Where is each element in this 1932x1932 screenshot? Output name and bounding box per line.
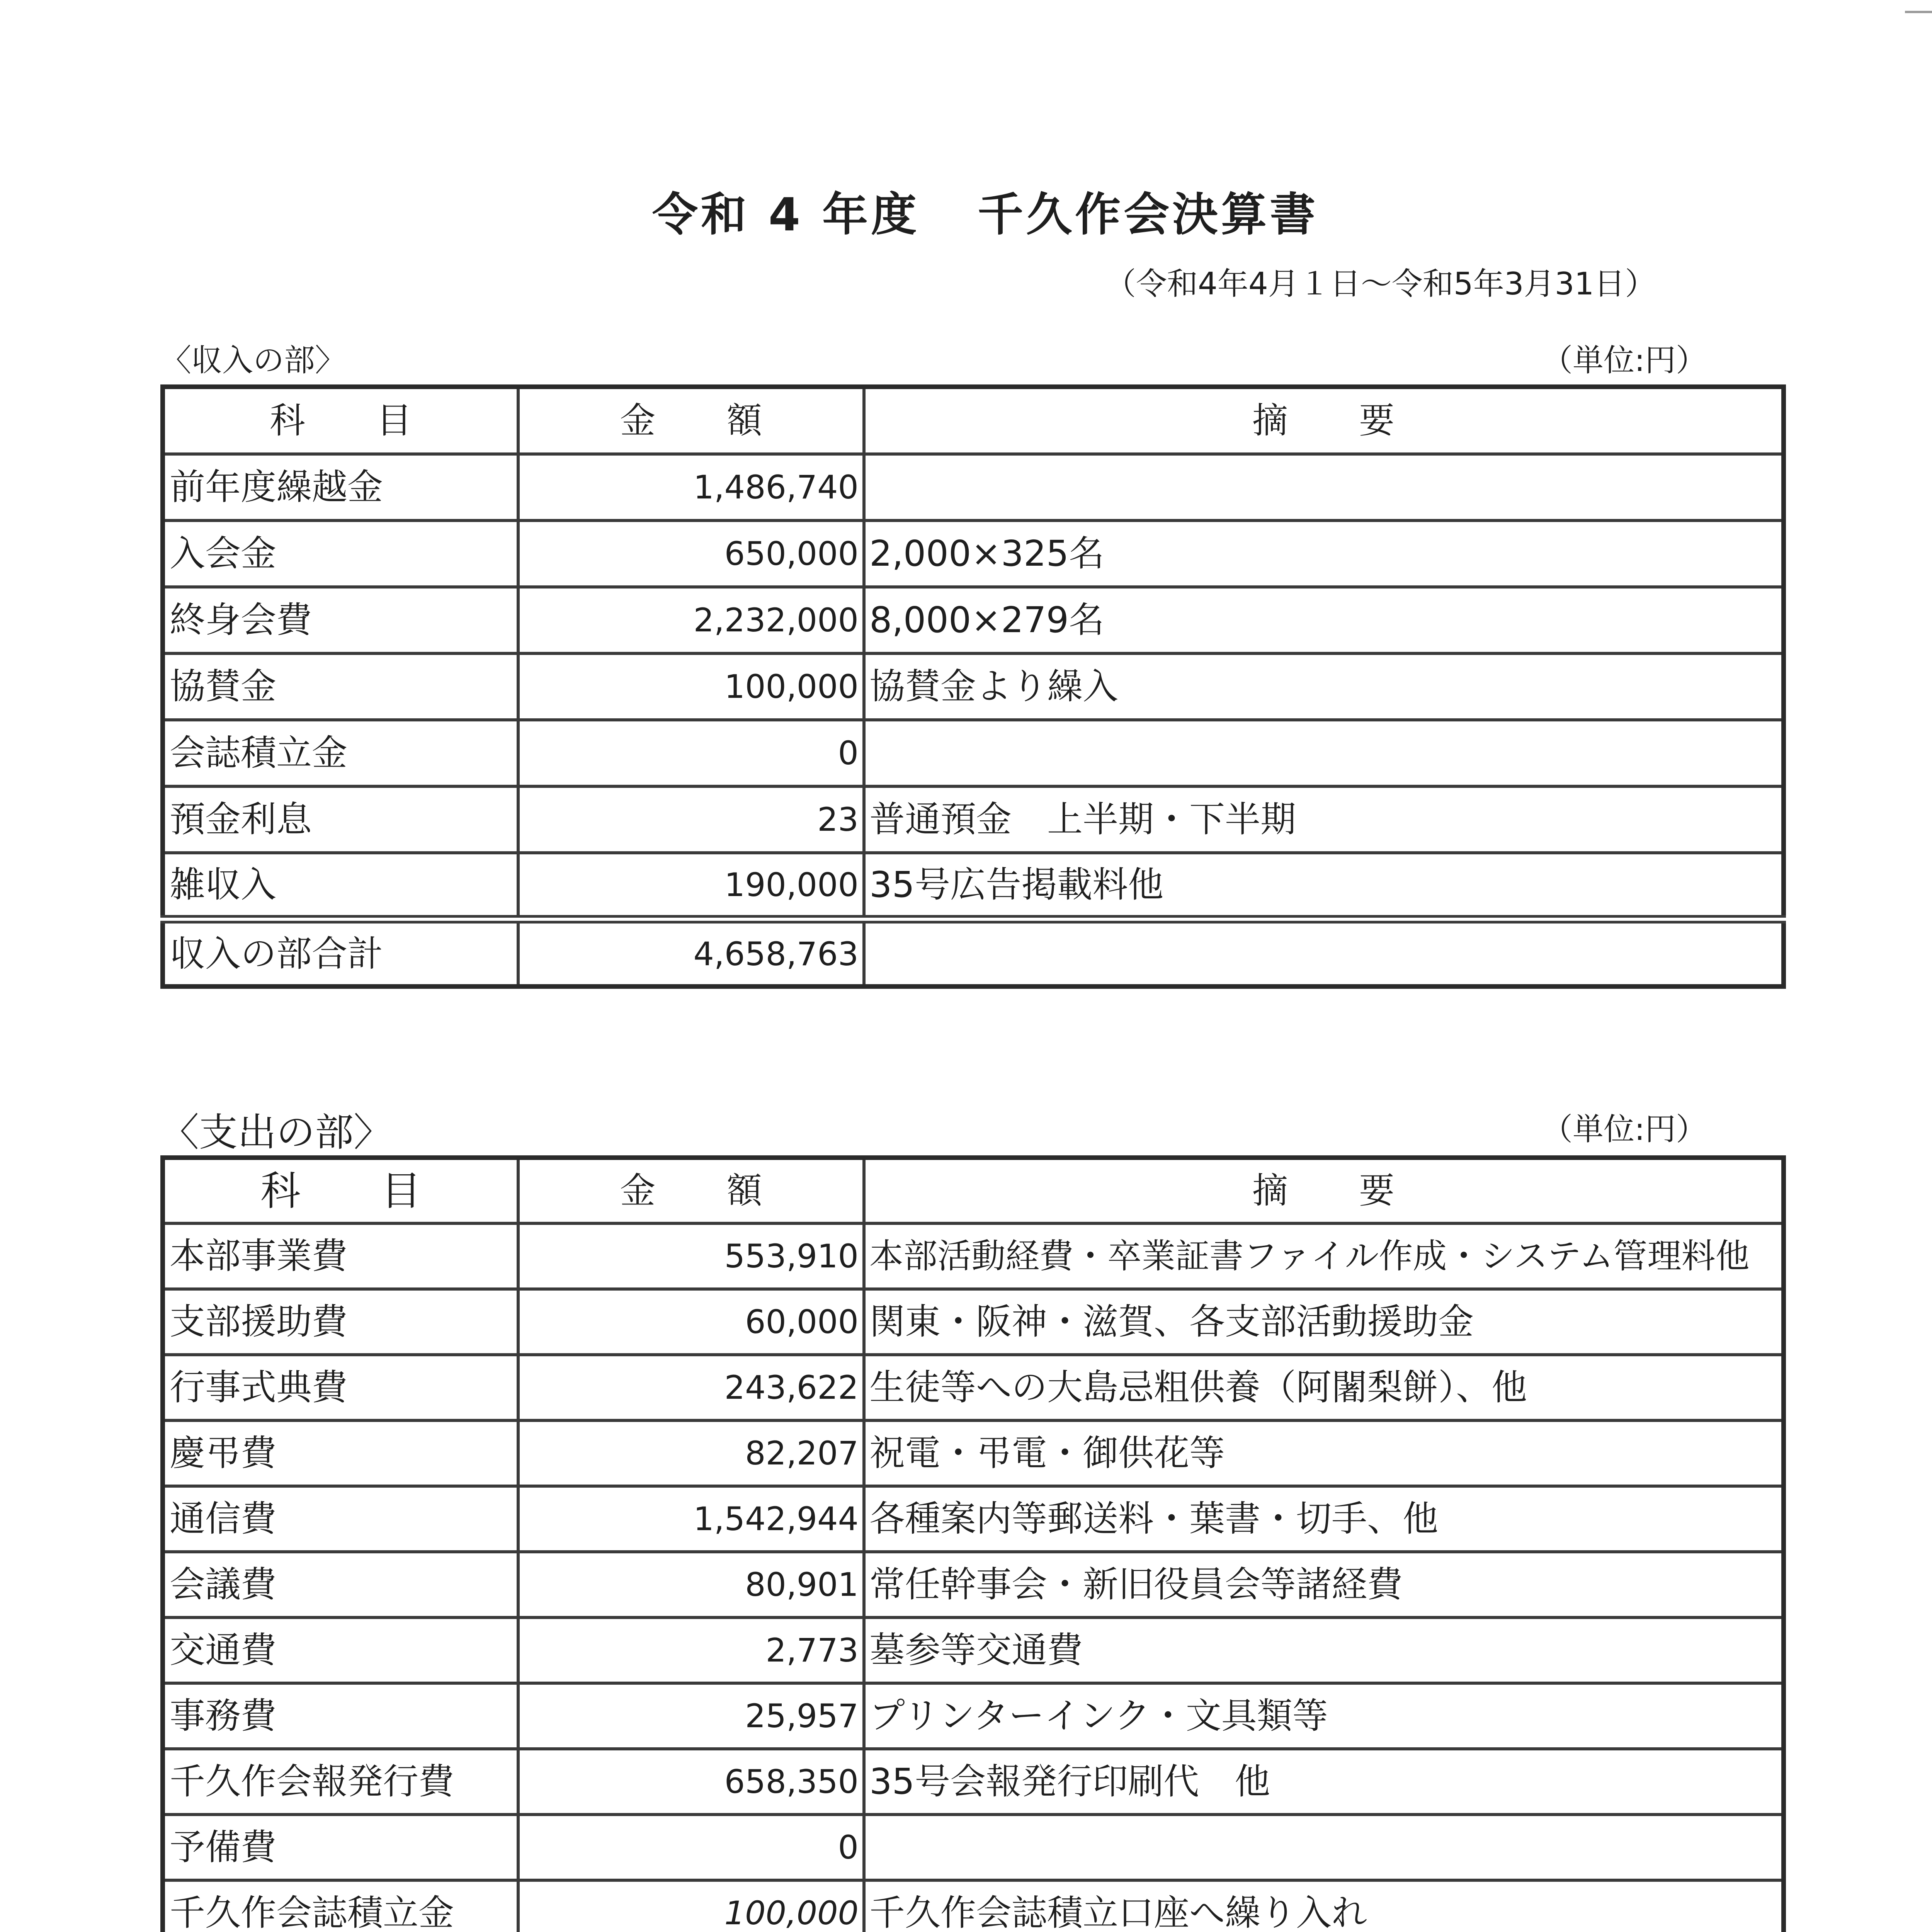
table-row	[163, 1815, 1784, 1880]
row-amount: 243,622	[518, 1355, 864, 1420]
row-amount: 80,901	[518, 1552, 864, 1617]
expense-unit-label: （単位:円）	[1542, 1111, 1707, 1147]
table-row	[163, 786, 1784, 853]
row-amount: 23	[518, 786, 864, 853]
row-item: 慶弔費	[163, 1420, 518, 1486]
row-note: 本部活動経費・卒業証書ファイル作成・システム管理料他	[864, 1223, 1784, 1289]
table-row	[163, 1749, 1784, 1815]
row-note: 8,000×279名	[864, 587, 1784, 653]
row-item: 前年度繰越金	[163, 454, 518, 520]
row-item: 会誌積立金	[163, 720, 518, 786]
row-amount: 25,957	[518, 1683, 864, 1749]
row-amount: 2,232,000	[518, 587, 864, 653]
row-note: 協賛金より繰入	[864, 653, 1784, 720]
row-item: 入会金	[163, 520, 518, 587]
row-amount: 82,207	[518, 1420, 864, 1486]
total-amount: 4,658,763	[518, 919, 864, 986]
row-item: 千久作会報発行費	[163, 1749, 518, 1815]
row-note	[864, 720, 1784, 786]
table-row	[163, 1880, 1784, 1932]
row-amount: 1,542,944	[518, 1486, 864, 1552]
table-row	[163, 520, 1784, 587]
expense-section-label: 〈支出の部〉	[160, 1110, 392, 1155]
row-item: 預金利息	[163, 786, 518, 853]
table-row	[163, 1552, 1784, 1617]
table-row	[163, 1355, 1784, 1420]
row-note: 千久作会誌積立口座へ繰り入れ	[864, 1880, 1784, 1932]
table-row	[163, 1289, 1784, 1355]
period-range: （令和4年4月１日～令和5年3月31日）	[1105, 266, 1656, 302]
document-name: 千久作会決算書	[978, 188, 1319, 241]
row-note: プリンターインク・文具類等	[864, 1683, 1784, 1749]
table-row	[163, 1683, 1784, 1749]
row-item: 通信費	[163, 1486, 518, 1552]
row-amount: 0	[518, 1815, 864, 1880]
row-note: 35号広告掲載料他	[864, 853, 1784, 919]
row-note: 各種案内等郵送料・葉書・切手、他	[864, 1486, 1784, 1552]
header-item: 科 目	[163, 387, 518, 454]
row-amount: 0	[518, 720, 864, 786]
header-amount: 金 額	[518, 1158, 864, 1223]
table-row	[163, 1420, 1784, 1486]
row-amount: 100,000	[518, 1880, 864, 1932]
row-note: 墓参等交通費	[864, 1617, 1784, 1683]
scan-edge-mark	[1905, 11, 1932, 13]
row-amount: 190,000	[518, 853, 864, 919]
header-note: 摘 要	[864, 387, 1784, 454]
row-note: 常任幹事会・新旧役員会等諸経費	[864, 1552, 1784, 1617]
table-row	[163, 454, 1784, 520]
table-row	[163, 653, 1784, 720]
row-note: 関東・阪神・滋賀、各支部活動援助金	[864, 1289, 1784, 1355]
row-amount: 60,000	[518, 1289, 864, 1355]
row-item: 終身会費	[163, 587, 518, 653]
table-row	[163, 1617, 1784, 1683]
row-amount: 100,000	[518, 653, 864, 720]
row-note: 生徒等への大島忌粗供養（阿闍梨餅）、他	[864, 1355, 1784, 1420]
row-item: 本部事業費	[163, 1223, 518, 1289]
income-section-label: 〈収入の部〉	[160, 342, 346, 378]
total-item: 収入の部合計	[163, 919, 518, 986]
row-amount: 553,910	[518, 1223, 864, 1289]
expense-table	[160, 1155, 1786, 1932]
header-item: 科 目	[163, 1158, 518, 1223]
row-note: 35号会報発行印刷代 他	[864, 1749, 1784, 1815]
table-row	[163, 1223, 1784, 1289]
row-item: 雑収入	[163, 853, 518, 919]
row-amount: 1,486,740	[518, 454, 864, 520]
row-item: 千久作会誌積立金	[163, 1880, 518, 1932]
row-item: 会議費	[163, 1552, 518, 1617]
row-note	[864, 454, 1784, 520]
row-item: 協賛金	[163, 653, 518, 720]
row-item: 行事式典費	[163, 1355, 518, 1420]
fiscal-year: 令和 4 年度	[652, 188, 920, 241]
row-amount: 2,773	[518, 1617, 864, 1683]
expense-header-row	[163, 1158, 1784, 1223]
table-row	[163, 720, 1784, 786]
table-row	[163, 587, 1784, 653]
table-row	[163, 853, 1784, 919]
table-row	[163, 1486, 1784, 1552]
row-note	[864, 1815, 1784, 1880]
total-note	[864, 919, 1784, 986]
row-item: 予備費	[163, 1815, 518, 1880]
header-note: 摘 要	[864, 1158, 1784, 1223]
header-amount: 金 額	[518, 387, 864, 454]
row-item: 支部援助費	[163, 1289, 518, 1355]
income-total-row	[163, 919, 1784, 986]
document-title	[560, 178, 1410, 243]
row-note: 普通預金 上半期・下半期	[864, 786, 1784, 853]
row-amount: 650,000	[518, 520, 864, 587]
income-header-row	[163, 387, 1784, 454]
row-item: 交通費	[163, 1617, 518, 1683]
row-note: 祝電・弔電・御供花等	[864, 1420, 1784, 1486]
income-unit-label: （単位:円）	[1542, 342, 1707, 378]
row-item: 事務費	[163, 1683, 518, 1749]
row-amount: 658,350	[518, 1749, 864, 1815]
row-note: 2,000×325名	[864, 520, 1784, 587]
income-table	[160, 384, 1786, 989]
